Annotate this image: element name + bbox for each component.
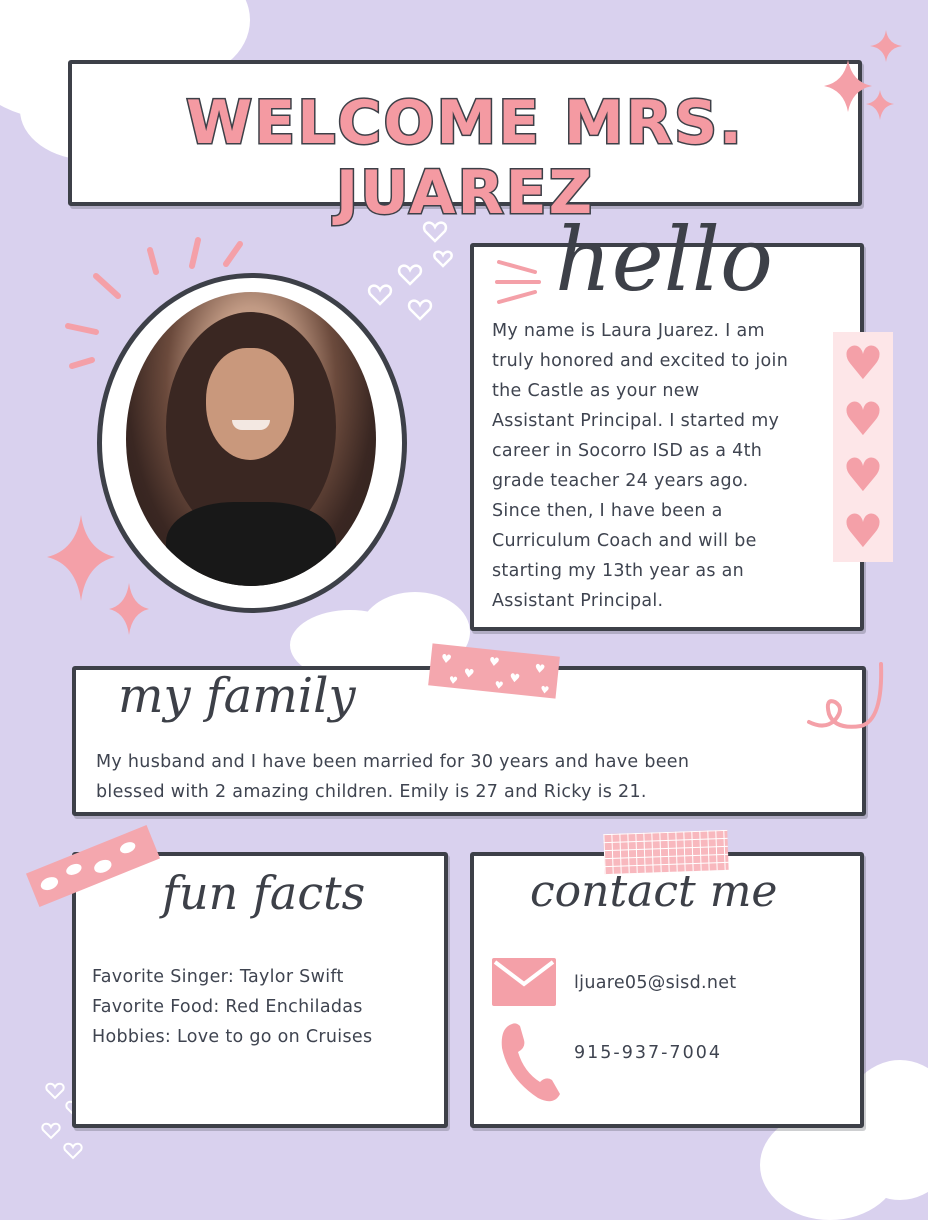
heart-icon: ♥	[842, 448, 884, 502]
contact-email[interactable]: ljuare05@sisd.net	[574, 973, 737, 993]
contact-heading: contact me	[530, 866, 778, 917]
profile-photo	[126, 292, 376, 586]
svg-text:♥: ♥	[508, 670, 521, 686]
fun-fact-item: Favorite Food: Red Enchiladas	[92, 997, 363, 1017]
heart-icon: ♥	[842, 504, 884, 558]
swirl-decoration	[805, 660, 895, 740]
hello-heading: hello	[555, 208, 774, 311]
phone-icon	[498, 1020, 566, 1104]
sparkle-icon	[818, 30, 928, 140]
hello-paragraph: My name is Laura Juarez. I am truly honored and excited to join the Castle as your new Assistant Principal. I started my career in Socorro ISD as a 4th grade teacher 24 years ago. Since then, I have been a Curriculum Coach and will be starting my 13th year as an Assistant Principal.	[492, 321, 789, 611]
fun-facts-list	[92, 962, 432, 1052]
page-title: WELCOME MRS. JUAREZ	[186, 88, 744, 228]
svg-text:♥: ♥	[440, 651, 453, 667]
svg-text:♥: ♥	[488, 654, 501, 670]
heart-outline-icon	[365, 205, 465, 335]
contact-phone[interactable]: 915-937-7004	[574, 1043, 722, 1063]
fun-fact-item: Hobbies: Love to go on Cruises	[92, 1027, 373, 1047]
svg-text:♥: ♥	[533, 661, 546, 677]
family-paragraph: My husband and I have been married for 30 years and have been blessed with 2 amazing children. Emily is 27 and Ricky is 21.	[96, 752, 690, 802]
lines-decoration	[495, 256, 545, 306]
svg-text:♥: ♥	[462, 665, 476, 681]
fun-facts-heading: fun facts	[162, 866, 366, 920]
title-banner	[68, 60, 862, 228]
envelope-icon	[492, 958, 556, 1006]
family-heading: my family	[118, 668, 356, 724]
fun-fact-item: Favorite Singer: Taylor Swift	[92, 967, 344, 987]
hearts-strip	[833, 332, 893, 562]
svg-text:♥: ♥	[493, 680, 504, 693]
heart-icon: ♥	[842, 392, 884, 446]
svg-text:♥: ♥	[448, 675, 459, 688]
heart-icon: ♥	[842, 336, 884, 390]
svg-text:♥: ♥	[539, 684, 550, 697]
